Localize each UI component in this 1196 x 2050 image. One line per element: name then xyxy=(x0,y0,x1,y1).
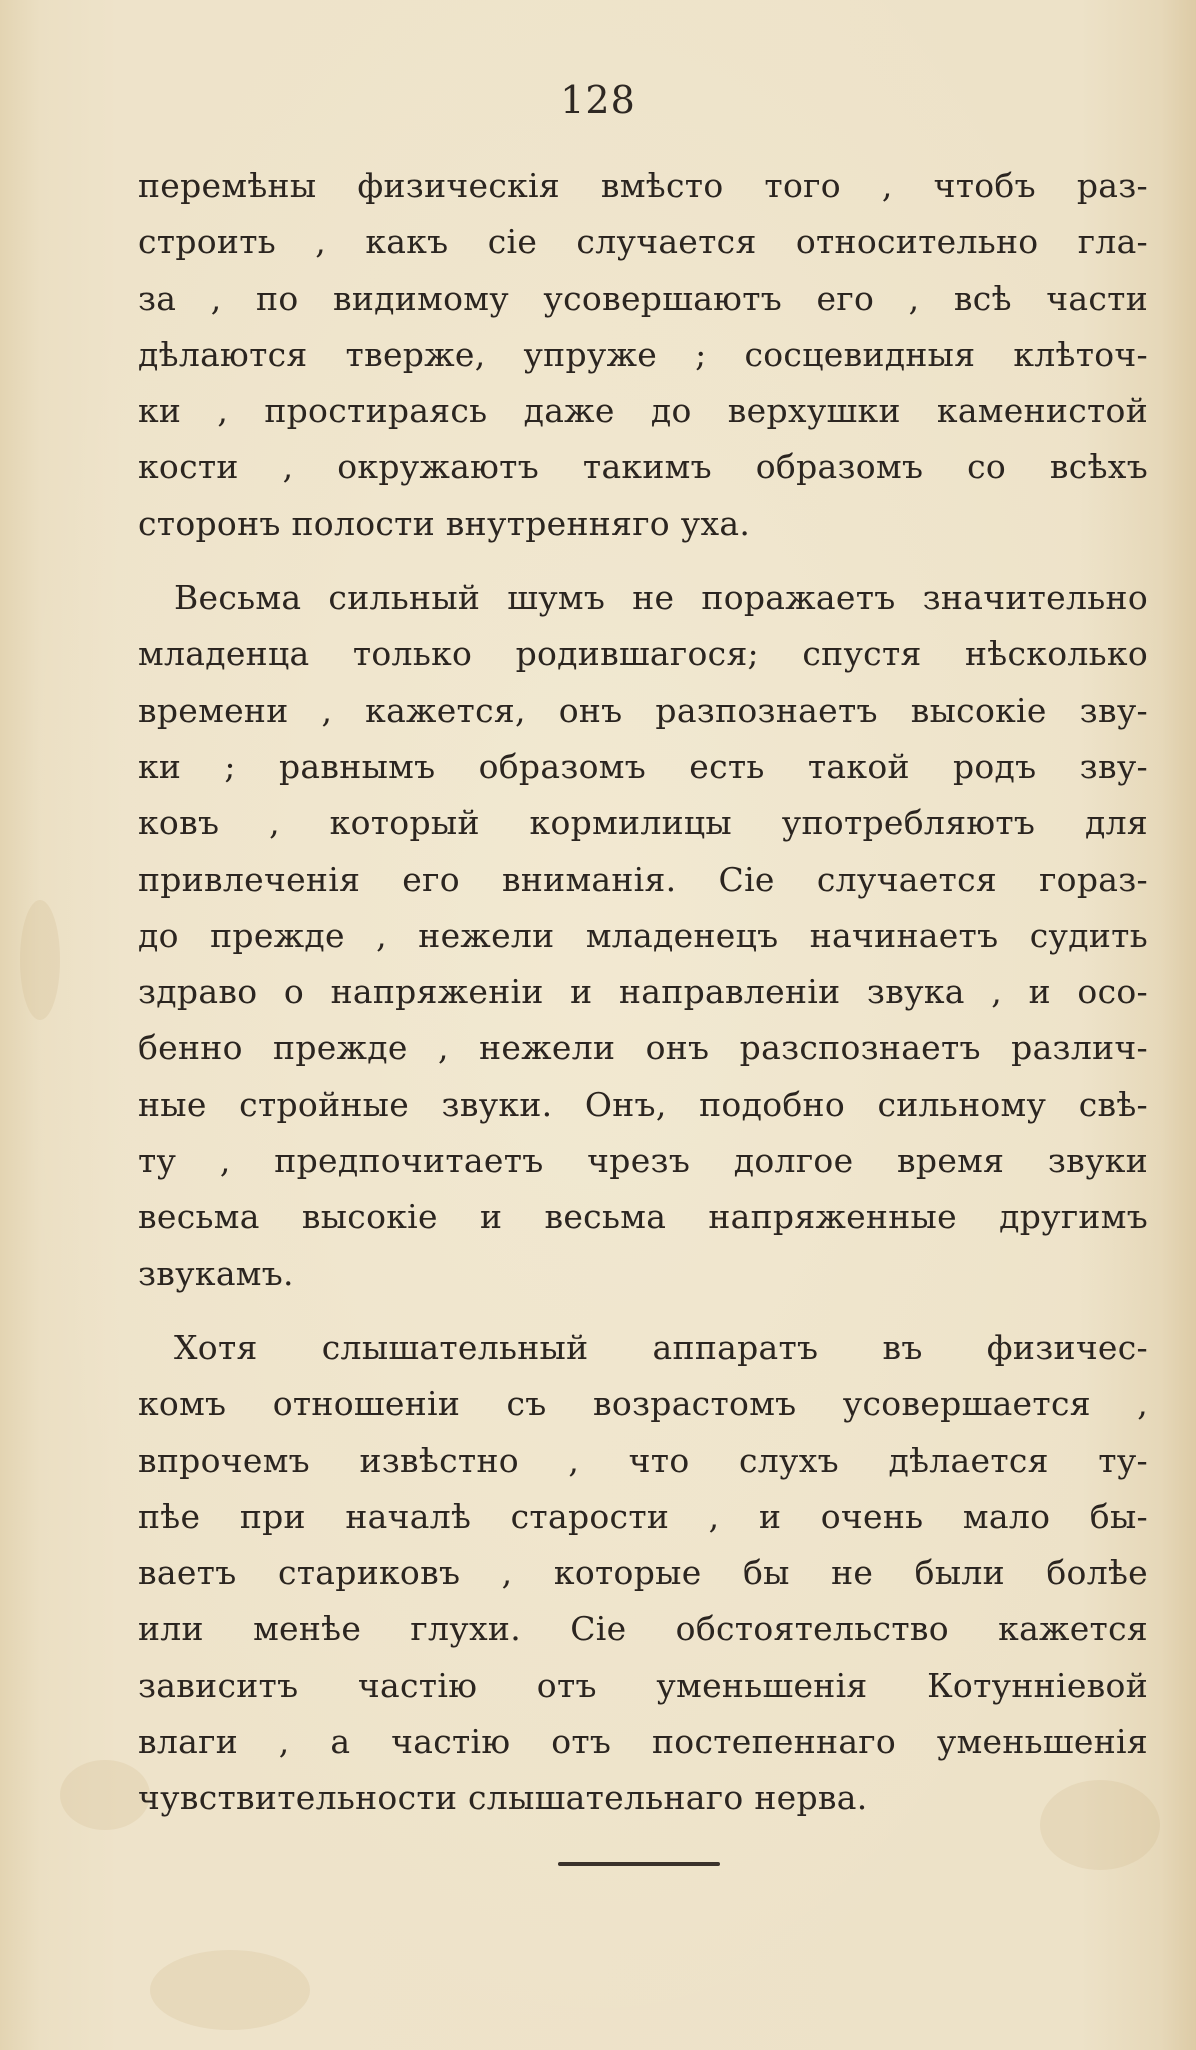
text-line: времени , кажется, онъ разпознаетъ высокіе зву- xyxy=(138,690,1148,730)
text-line: ковъ , который кормилицы употребляютъ для xyxy=(138,803,1148,843)
text-line: до прежде , нежели младенецъ начинаетъ судить xyxy=(138,915,1148,955)
text-line: бенно прежде , нежели онъ разспознаетъ различ- xyxy=(138,1028,1148,1068)
text-line: за , по видимому усовершаютъ его , всѣ части xyxy=(138,278,1148,318)
page-number: 128 xyxy=(560,78,636,122)
paragraph-1 xyxy=(138,158,1148,552)
text-line: звукамъ. xyxy=(138,1253,294,1293)
text-line: ки , простираясь даже до верхушки каменистой xyxy=(138,391,1148,431)
text-line: зависитъ частію отъ уменьшенія Котунніевой xyxy=(138,1665,1148,1705)
text-line: влаги , а частію отъ постепеннаго уменьшенія xyxy=(138,1722,1148,1762)
text-line: или менѣе глухи. Сіе обстоятельство кажется xyxy=(138,1609,1148,1649)
text-line: ту , предпочитаетъ чрезъ долгое время звуки xyxy=(138,1141,1148,1181)
text-line: дѣлаются тверже, упруже ; сосцевидныя клѣточ- xyxy=(138,334,1148,374)
text-line: сторонъ полости внутренняго уха. xyxy=(138,503,751,543)
text-line: пѣе при началѣ старости , и очень мало бы- xyxy=(138,1496,1148,1536)
text-line: строить , какъ сіе случается относительно гла- xyxy=(138,222,1148,262)
text-line: младенца только родившагося; спустя нѣсколько xyxy=(138,634,1148,674)
text-line: впрочемъ извѣстно , что слухъ дѣлается ту- xyxy=(138,1440,1148,1480)
paper-stain xyxy=(20,900,60,1020)
text-line: ки ; равнымъ образомъ есть такой родъ зву- xyxy=(138,746,1148,786)
text-line: ные стройные звуки. Онъ, подобно сильному свѣ- xyxy=(138,1084,1148,1124)
text-line: Весьма сильный шумъ не поражаетъ значительно xyxy=(174,578,1148,618)
section-divider xyxy=(558,1862,720,1866)
body-text xyxy=(138,158,1148,1827)
text-line: ваетъ стариковъ , которые бы не были болѣе xyxy=(138,1553,1148,1593)
paper-stain xyxy=(60,1760,150,1830)
paragraph-3 xyxy=(138,1320,1148,1827)
text-line: весьма высокіе и весьма напряженные другимъ xyxy=(138,1197,1148,1237)
text-line: привлеченія его вниманія. Сіе случается гораз- xyxy=(138,859,1148,899)
text-line: Хотя слышательный аппаратъ въ физичес- xyxy=(174,1327,1148,1367)
paper-stain xyxy=(150,1950,310,2030)
text-line: чувствительности слышательнаго нерва. xyxy=(138,1778,868,1818)
paragraph-2 xyxy=(138,570,1148,1302)
text-line: кости , окружаютъ такимъ образомъ со всѣхъ xyxy=(138,447,1148,487)
text-line: здраво о напряженіи и направленіи звука , и осо- xyxy=(138,972,1148,1012)
text-line: комъ отношеніи съ возрастомъ усовершается , xyxy=(138,1384,1148,1424)
text-line: перемѣны физическія вмѣсто того , чтобъ раз- xyxy=(138,166,1148,205)
